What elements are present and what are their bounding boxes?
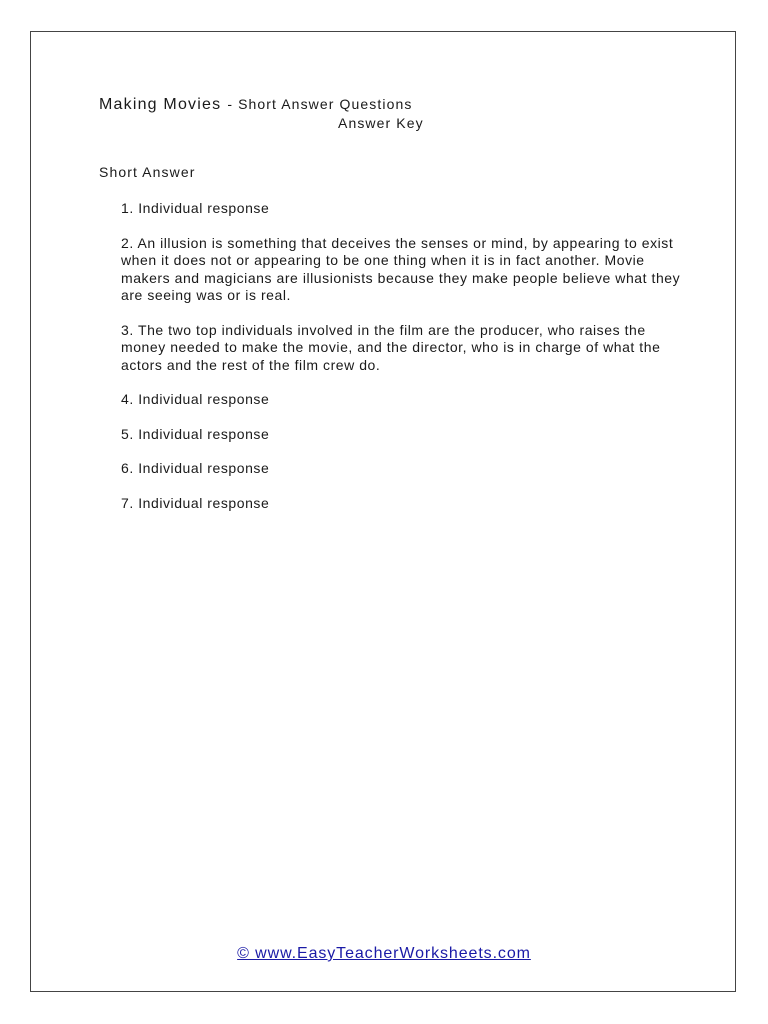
answer-item: 7. Individual response [121,494,270,511]
answer-key-label: Answer Key [338,115,424,131]
title-line [99,94,659,115]
answer-item: 5. Individual response [121,425,270,442]
section-heading: Short Answer [99,164,196,180]
document-header [99,94,659,131]
answer-item: 1. Individual response [121,200,270,216]
document-subtitle: - Short Answer Questions [227,96,413,112]
website-link[interactable]: © www.EasyTeacherWorksheets.com [237,945,531,962]
answer-item: 2. An illusion is something that deceives the senses or mind, by appearing to exist when it does not or appearing to be one thing when it is in fact another. Movie makers and magicians are illusionists because they make people believe what they are seeing was or is real. [121,234,681,303]
footer [0,945,768,963]
answer-item: 6. Individual response [121,460,270,476]
answer-item: 3. The two top individuals involved in the film are the producer, who raises the money needed to make the movie, and the director, who is in charge of what the actors and the rest of the film crew do. [121,321,661,373]
answer-list [121,200,681,529]
answer-item: 4. Individual response [121,391,270,407]
document-title: Making Movies [99,96,222,113]
